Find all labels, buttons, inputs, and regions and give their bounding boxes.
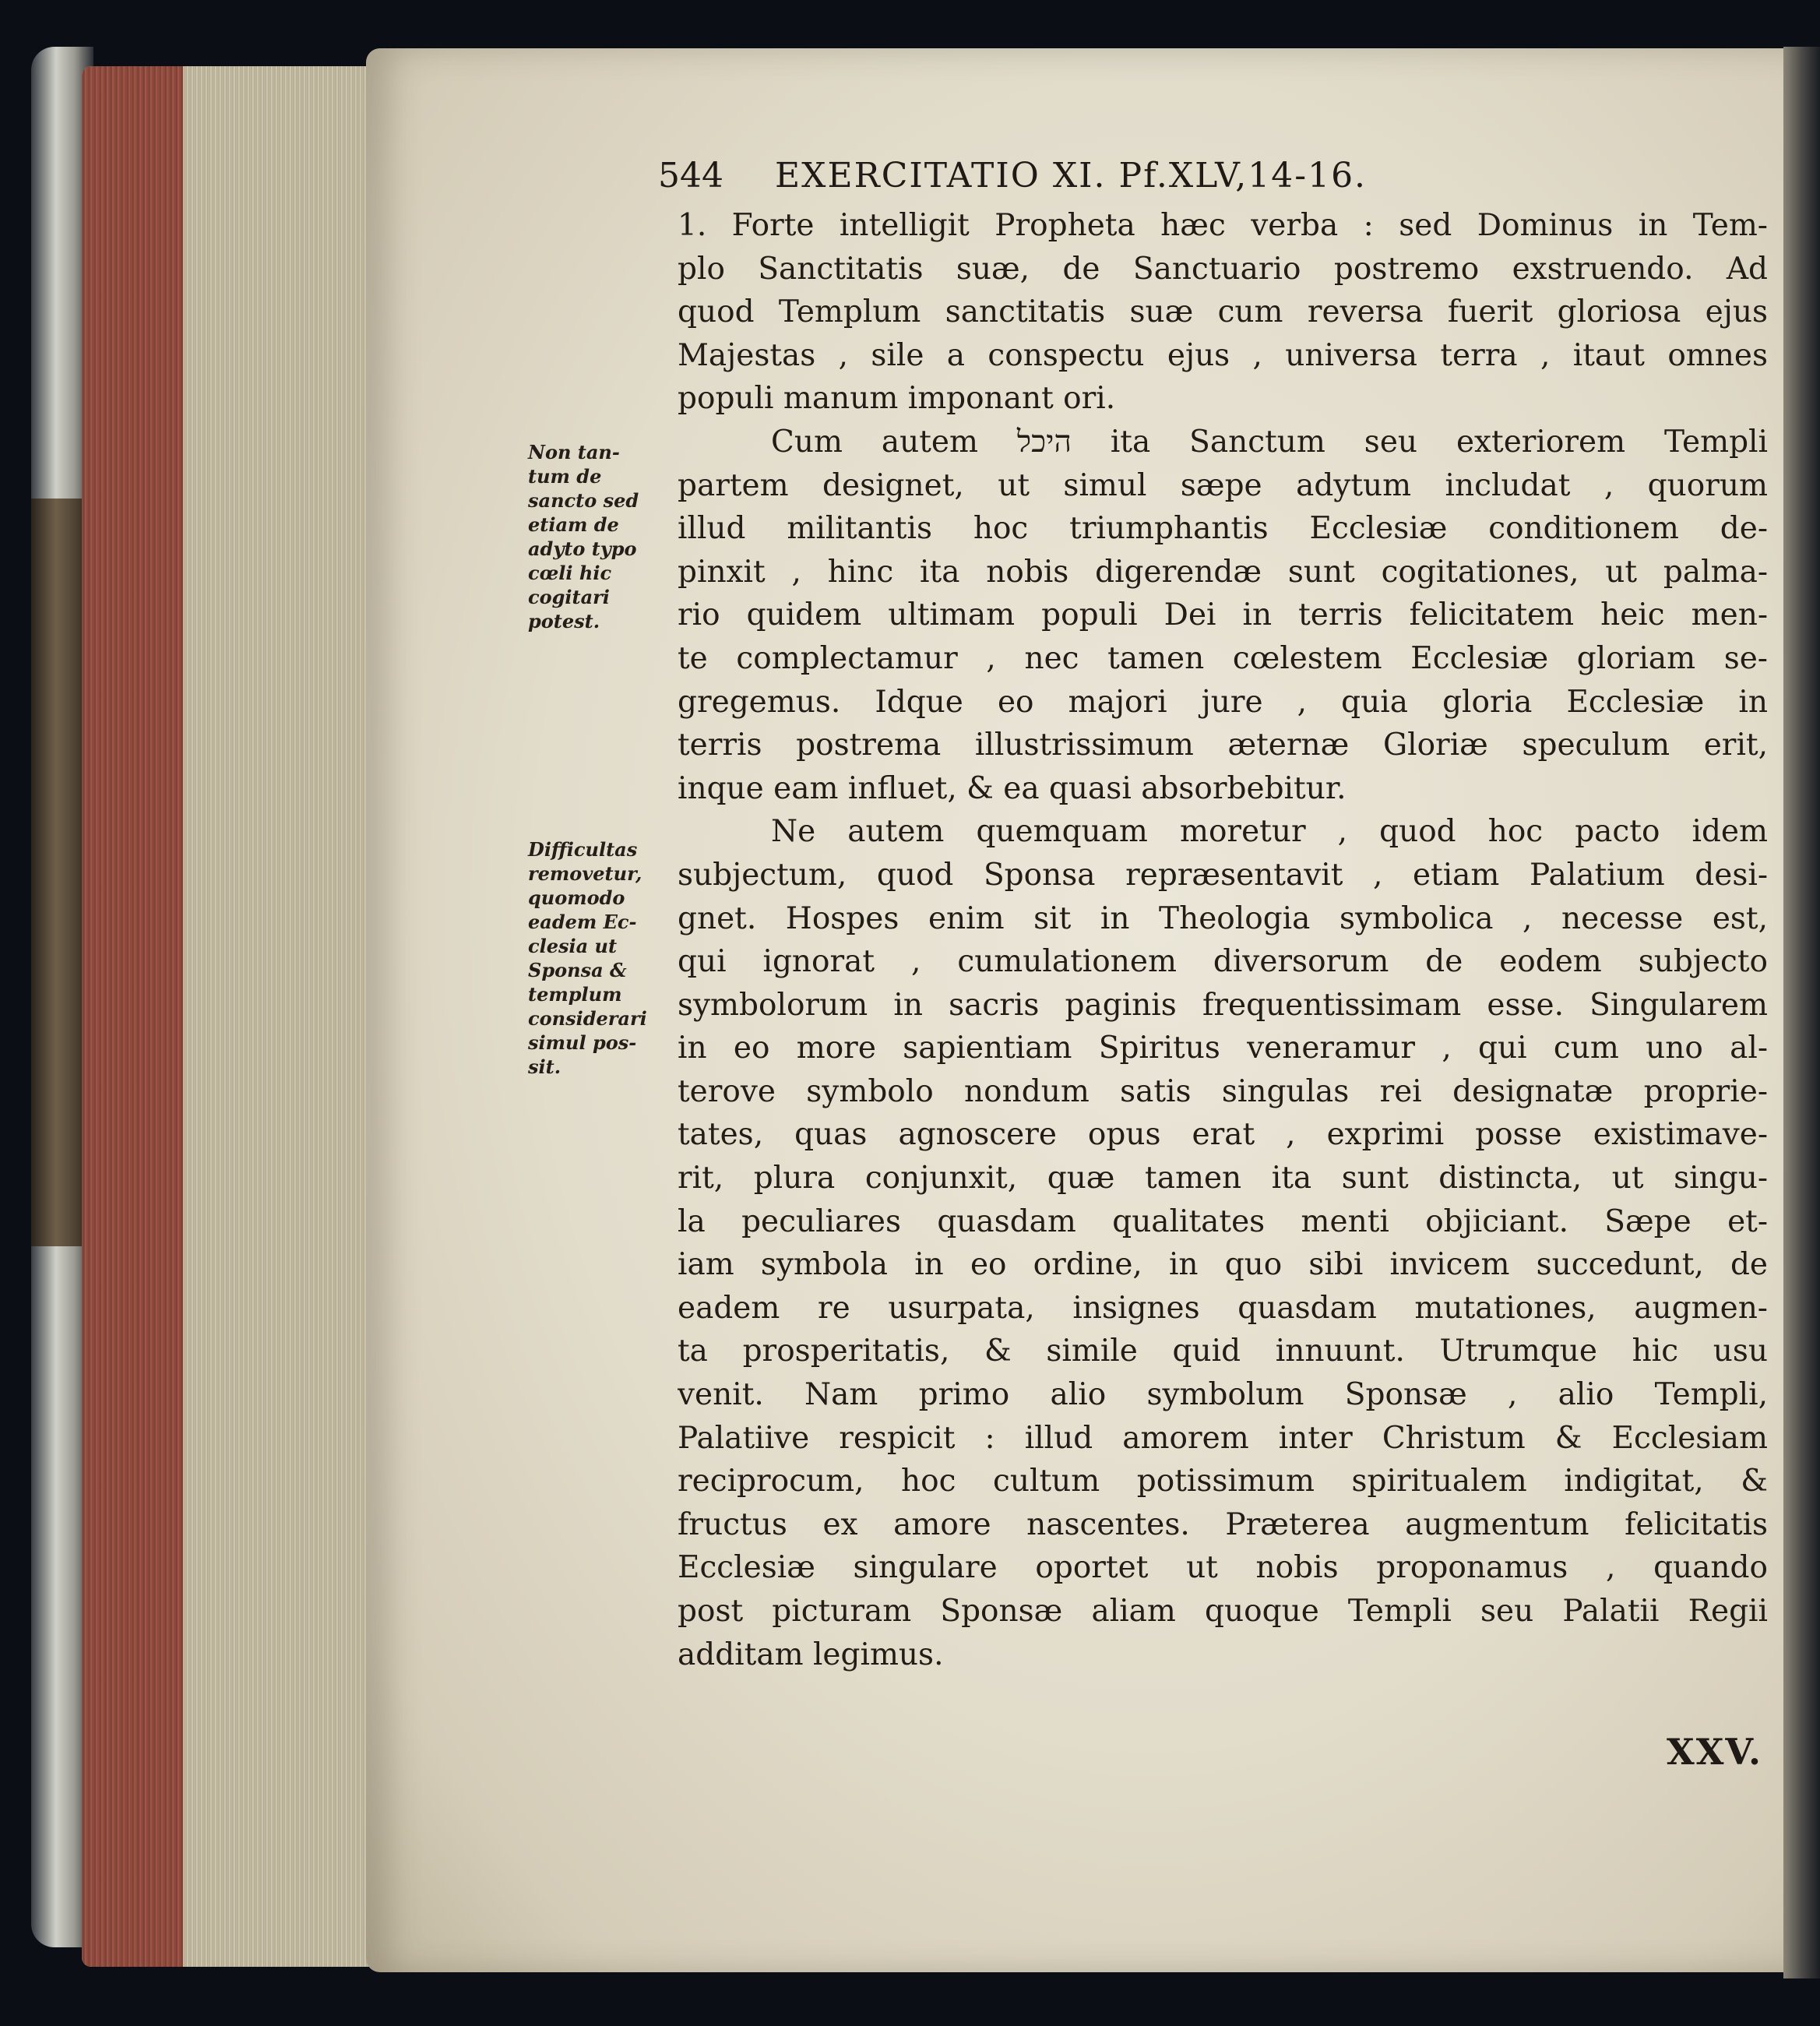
marginal-line: simul pos- [528,1031,637,1054]
text-line: post picturam Sponsæ aliam quoque Templi seu Palatii Regii [678,1594,1768,1629]
marginal-line: cœli hic [528,562,612,584]
text-line: eadem re usurpata, insignes quasdam mutationes, augmen- [678,1290,1768,1326]
marginal-line: Difficultas [528,838,638,861]
text-line: 1. Forte intelligit Propheta hæc verba : sed Dominus in Tem- [678,208,1768,243]
running-head [658,156,1577,203]
marginal-line: clesia ut [528,935,618,957]
text-line: rit, plura conjunxit, quæ tamen ita sunt distincta, ut singu- [678,1161,1768,1196]
text-line: plo Sanctitatis suæ, de Sanctuario postremo exstruendo. Ad [678,251,1768,287]
text-line: Cum autem היכל ita Sanctum seu exteriorem Templi [771,424,1768,460]
text-line: reciprocum, hoc cultum potissimum spiritualem indigitat, & [678,1464,1768,1499]
text-line: gnet. Hospes enim sit in Theologia symbolica , necesse est, [678,900,1768,936]
text-line: inque eam influet, & ea quasi absorbebitur. [678,770,1347,806]
text-line: rio quidem ultimam populi Dei in terris felicitatem heic men- [678,597,1768,633]
text-line: iam symbola in eo ordine, in quo sibi invicem succedunt, de [678,1247,1768,1283]
red-page-edges [82,66,183,1967]
text-line: pinxit , hinc ita nobis digerendæ sunt cogitationes, ut palma- [678,554,1768,590]
text-line: tates, quas agnoscere opus erat , exprimi posse existimave- [678,1117,1768,1153]
text-line: te complectamur , nec tamen cœlestem Ecclesiæ gloriam se- [678,640,1768,676]
text-line: fructus ex amore nascentes. Præterea augmentum felicitatis [678,1506,1768,1542]
marginal-line: cogitari [528,586,610,608]
text-line: Majestas , sile a conspectu ejus , universa terra , itaut omnes [678,337,1768,373]
text-line: Ne autem quemquam moretur , quod hoc pacto idem [771,814,1768,850]
text-line: populi manum imponant ori. [678,381,1116,417]
text-line: in eo more sapientiam Spiritus veneramur , qui cum uno al- [678,1031,1768,1066]
marginal-line: sit. [528,1055,561,1078]
text-line: qui ignorat , cumulationem diversorum de eodem subjecto [678,944,1768,980]
marginal-line: quomodo [528,886,625,909]
text-line: la peculiares quasdam qualitates menti objiciant. Sæpe et- [678,1203,1768,1239]
text-line: subjectum, quod Sponsa repræsentavit , etiam Palatium desi- [678,857,1768,893]
text-line: symbolorum in sacris paginis frequentissimam esse. Singularem [678,987,1768,1023]
marginal-line: Sponsa & [528,959,627,981]
marginal-line: tum de [528,465,602,488]
text-line: Ecclesiæ singulare oportet ut nobis proponamus , quando [678,1550,1768,1586]
text-line: quod Templum sanctitatis suæ cum reversa fuerit gloriosa ejus [678,294,1768,330]
marginal-line: eadem Ec- [528,911,637,933]
marginal-note-adytum [528,440,664,633]
main-text-block [678,204,1768,1676]
running-title: EXERCITATIO XI. Pf.XLV,14-16. [775,156,1368,196]
marginal-note-difficultas [528,837,664,1079]
marginal-line: etiam de [528,513,619,536]
page-number: 544 [658,156,723,196]
marginal-line: potest. [528,610,600,632]
catchword: XXV. [1667,1731,1763,1773]
text-line: venit. Nam primo alio symbolum Sponsæ , alio Templi, [678,1377,1768,1413]
marginal-line: templum [528,983,622,1006]
marginal-line: Non tan- [528,441,620,463]
text-line: terris postrema illustrissimum æternæ Gloriæ speculum erit, [678,728,1768,763]
marginal-line: considerari [528,1007,647,1030]
text-line: gregemus. Idque eo majori jure , quia gloria Ecclesiæ in [678,684,1768,720]
text-line: partem designet, ut simul sæpe adytum includat , quorum [678,467,1768,503]
marginal-line: removetur, [528,862,642,885]
page-gutter [1783,47,1820,1978]
text-line: ta prosperitatis, & simile quid innuunt. Utrumque hic usu [678,1334,1768,1369]
text-line: Palatiive respicit : illud amorem inter Christum & Ecclesiam [678,1420,1768,1456]
text-line: additam legimus. [678,1637,944,1672]
marginal-line: sancto sed [528,489,639,512]
text-line: illud militantis hoc triumphantis Ecclesiæ conditionem de- [678,511,1768,547]
marginal-line: adyto typo [528,537,637,560]
text-line: terove symbolo nondum satis singulas rei designatæ proprie- [678,1073,1768,1109]
